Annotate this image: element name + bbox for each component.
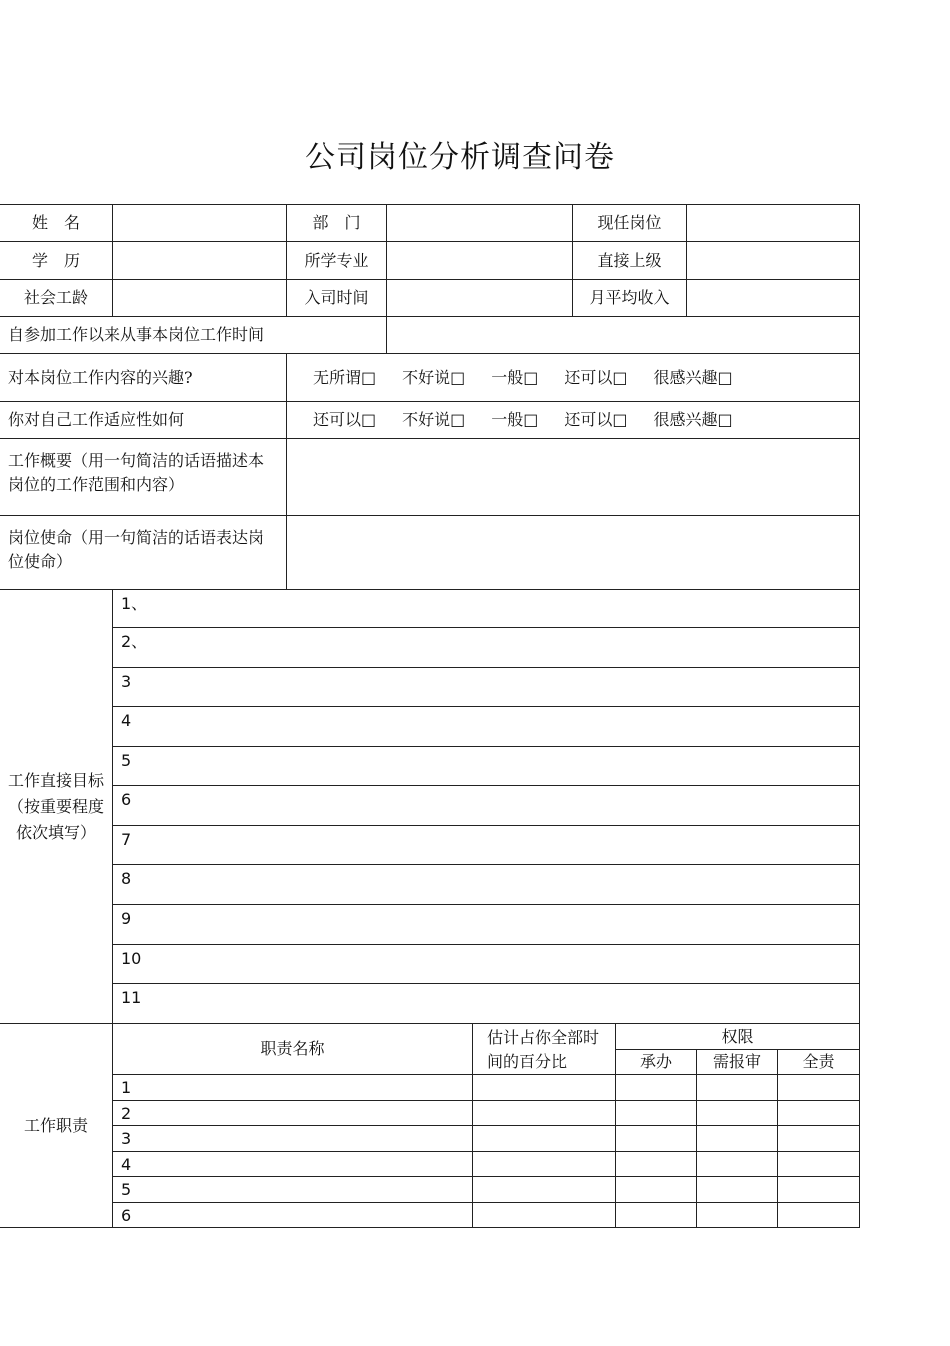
income-field[interactable] (687, 280, 860, 317)
duties-label: 工作职责 (0, 1024, 113, 1228)
mission-label: 岗位使命（用一句简洁的话语表达岗位使命） (0, 516, 287, 590)
goal-row[interactable]: 2、 (113, 628, 860, 668)
summary-field[interactable] (287, 439, 860, 516)
adapt-label: 你对自己工作适应性如何 (0, 402, 287, 439)
duty-percent-cell[interactable] (473, 1126, 616, 1152)
goal-row[interactable]: 7 (113, 826, 860, 865)
name-label: 姓 名 (0, 204, 113, 242)
edu-label: 学 历 (0, 242, 113, 280)
goals-label: 工作直接目标（按重要程度依次填写） (0, 590, 113, 1024)
name-field[interactable] (113, 204, 287, 242)
interest-option[interactable]: 无所谓□ (313, 367, 377, 387)
duty-name-cell[interactable]: 2 (113, 1101, 473, 1127)
duty-name-cell[interactable]: 3 (113, 1126, 473, 1152)
interest-option[interactable]: 很感兴趣□ (653, 367, 733, 387)
dept-field[interactable] (387, 204, 573, 242)
adapt-option[interactable]: 不好说□ (402, 410, 466, 429)
duty-name-cell[interactable]: 1 (113, 1075, 473, 1101)
adapt-option[interactable]: 一般□ (491, 410, 539, 429)
goal-row[interactable]: 5 (113, 747, 860, 786)
interest-option[interactable]: 不好说□ (402, 367, 466, 387)
supervisor-field[interactable] (687, 242, 860, 280)
duty-full-cell[interactable] (778, 1126, 860, 1152)
duty-review-cell[interactable] (697, 1126, 778, 1152)
authority-header: 权限 (616, 1024, 860, 1050)
duty-full-cell[interactable] (778, 1152, 860, 1178)
duty-handle-cell[interactable] (616, 1101, 697, 1127)
adapt-option[interactable]: 还可以□ (313, 410, 377, 429)
duty-percent-cell[interactable] (473, 1152, 616, 1178)
position-field[interactable] (687, 204, 860, 242)
interest-option[interactable]: 还可以□ (564, 367, 628, 387)
major-label: 所学专业 (287, 242, 387, 280)
interest-label: 对本岗位工作内容的兴趣? (0, 354, 287, 402)
duty-review-cell[interactable] (697, 1177, 778, 1203)
duty-percent-cell[interactable] (473, 1203, 616, 1229)
goal-row[interactable]: 6 (113, 786, 860, 826)
duty-percent-cell[interactable] (473, 1177, 616, 1203)
duty-name-cell[interactable]: 6 (113, 1203, 473, 1229)
duties-section (0, 1024, 860, 1228)
goal-row[interactable]: 9 (113, 905, 860, 945)
position-label: 现任岗位 (573, 204, 687, 242)
duty-name-cell[interactable]: 5 (113, 1177, 473, 1203)
supervisor-label: 直接上级 (573, 242, 687, 280)
adapt-option[interactable]: 很感兴趣□ (653, 410, 733, 429)
interest-option[interactable]: 一般□ (491, 367, 539, 387)
duty-handle-cell[interactable] (616, 1152, 697, 1178)
auth-col-full: 全责 (778, 1050, 860, 1075)
adapt-option[interactable]: 还可以□ (564, 410, 628, 429)
duty-review-cell[interactable] (697, 1075, 778, 1101)
duty-handle-cell[interactable] (616, 1177, 697, 1203)
duty-percent-cell[interactable] (473, 1075, 616, 1101)
duty-handle-cell[interactable] (616, 1203, 697, 1229)
auth-col-handle: 承办 (616, 1050, 697, 1075)
duty-name-cell[interactable]: 4 (113, 1152, 473, 1178)
goal-row[interactable]: 10 (113, 945, 860, 984)
interest-options (287, 354, 860, 402)
goal-row[interactable]: 8 (113, 865, 860, 905)
auth-col-review: 需报审 (697, 1050, 778, 1075)
duty-review-cell[interactable] (697, 1152, 778, 1178)
years-label: 社会工龄 (0, 280, 113, 317)
goal-row[interactable]: 1、 (113, 590, 860, 628)
duty-full-cell[interactable] (778, 1203, 860, 1229)
duty-review-cell[interactable] (697, 1101, 778, 1127)
duty-review-cell[interactable] (697, 1203, 778, 1229)
years-field[interactable] (113, 280, 287, 317)
tenure-label: 自参加工作以来从事本岗位工作时间 (0, 317, 387, 354)
join-label: 入司时间 (287, 280, 387, 317)
summary-label: 工作概要（用一句简洁的话语描述本岗位的工作范围和内容） (0, 439, 287, 516)
goals-section (0, 590, 860, 1024)
join-field[interactable] (387, 280, 573, 317)
goal-row[interactable]: 4 (113, 707, 860, 747)
dept-label: 部 门 (287, 204, 387, 242)
duty-full-cell[interactable] (778, 1075, 860, 1101)
duty-percent-cell[interactable] (473, 1101, 616, 1127)
duty-handle-cell[interactable] (616, 1075, 697, 1101)
adapt-options (287, 402, 860, 439)
income-label: 月平均收入 (573, 280, 687, 317)
duty-percent-header: 估计占你全部时间的百分比 (473, 1024, 616, 1075)
edu-field[interactable] (113, 242, 287, 280)
goal-row[interactable]: 3 (113, 668, 860, 707)
tenure-field[interactable] (387, 317, 860, 354)
duty-full-cell[interactable] (778, 1101, 860, 1127)
mission-field[interactable] (287, 516, 860, 590)
major-field[interactable] (387, 242, 573, 280)
duty-handle-cell[interactable] (616, 1126, 697, 1152)
duty-name-header: 职责名称 (113, 1024, 473, 1075)
duty-full-cell[interactable] (778, 1177, 860, 1203)
page-title: 公司岗位分析调查问卷 (305, 140, 615, 175)
goal-row[interactable]: 11 (113, 984, 860, 1024)
